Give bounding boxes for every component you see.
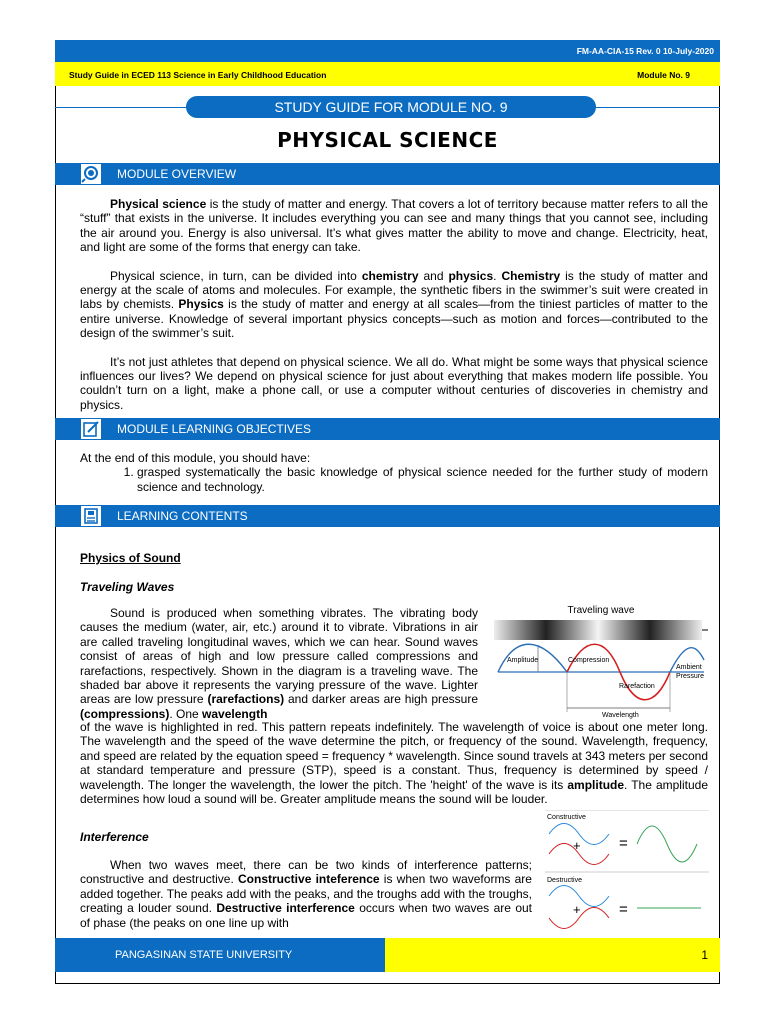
study-guide-banner: STUDY GUIDE FOR MODULE NO. 9 [186,96,596,118]
edit-icon [81,419,101,439]
ambient-label: Ambient [676,664,702,671]
overview-text [80,197,708,412]
section-header-contents [55,505,720,527]
contents-heading: Physics of Sound [80,551,181,565]
interference-paragraph: When two waves meet, there can be two kinds of interference patterns; constructive and destructive. Constructive inteference is when two waveforms are added together. The peaks add with the peaks, and the troughs add with the troughs, creating a louder sound. Destructive interference occurs when two waves are out of phase (the peaks on one line up with [80,858,533,930]
plus-sign: + [573,838,581,853]
page-title: PHYSICAL SCIENCE [277,128,498,152]
traveling-waves-paragraph: Sound is produced when something vibrates. The vibrating body causes the medium (water, air, etc.) around it to vibrate. Vibrations in air are called traveling longitudinal waves, which we can hear. Sound waves consist of areas of high and low pressure called compressions and rarefactions, respectively. Shown in the diagram is a traveling wave. The shaded bar above it represents the varying pressure of the wave. Lighter areas are low pressure (rarefactions) and darker areas are high pressure (compressions). One wavelength [80,606,478,721]
pressure-bar [494,620,702,640]
overview-paragraph-2: Physical science, in turn, can be divided into chemistry and physics. Chemistry is the study of matter and energy at the scale of atoms and molecules. For example, the synthetic fibers in the swimmer’s suit were created in labs by chemists. Physics is the study of matter and energy at all scales—from the tiniest particles of matter to the entire universe. Knowledge of several important physics concepts—such as motion and forces—contributed to the design of the swimmer’s suit. [80,268,708,341]
footer-university-bar [55,938,385,972]
section-label: MODULE OVERVIEW [117,167,237,181]
section-header-overview [55,163,720,185]
course-title: Study Guide in ECED 113 Science in Early Childhood Education [69,70,327,80]
equals-sign: = [619,901,628,918]
objectives-text [80,451,708,494]
subheading-traveling-waves: Traveling Waves [80,580,175,594]
overview-paragraph-3: It’s not just athletes that depend on physical science. We all do. What might be some ways that physical science influences our lives? We depend on physical science for just about everything that makes modern life possible. You couldn’t turn on a light, make a phone call, or use a computer without centuries of discoveries in chemistry and physics. [80,354,708,412]
form-code-bar [55,40,720,62]
section-label: MODULE LEARNING OBJECTIVES [117,422,312,436]
pressure-label: Pressure [676,673,705,680]
amplitude-label: Amplitude [507,657,539,664]
section-header-objectives [55,418,720,440]
document-icon [81,506,101,526]
course-bar [55,62,720,86]
interference-figure [545,810,709,934]
section-label: LEARNING CONTENTS [117,509,248,523]
form-code: FM-AA-CIA-15 Rev. 0 10-July-2020 [576,46,714,56]
destructive-label: Destructive [547,877,583,884]
wavelength-label: Wavelength [602,712,639,719]
objectives-intro: At the end of this module, you should have: [80,451,311,465]
traveling-waves-paragraph-cont: of the wave is highlighted in red. This pattern repeats indefinitely. The wavelength of voice is about one meter long. The wavelength and the speed of the wave determine the pitch, or frequency of the sound. Wavelength, frequency, and speed are related by the equation speed = frequency * wavelength. Since sound travels at 343 meters per second at standard temperature and pressure (STP), speed is a constant. Thus, frequency is determined by speed / wavelength. The longer the wavelength, the lower the pitch. The 'height' of the wave is its amplitude. The amplitude determines how loud a sound will be. Greater amplitude means the sound will be louder. [80,720,708,807]
equals-sign: = [619,835,628,852]
university-name: PANGASINAN STATE UNIVERSITY [115,949,293,961]
search-icon [81,164,101,184]
traveling-wave-figure [490,600,712,720]
rarefaction-label: Rarefaction [619,683,655,690]
constructive-label: Constructive [547,814,586,821]
objective-item: 1. grasped systematically the basic knowledge of physical science needed for the further study of modern science and technology. [137,465,708,494]
objectives-list [80,465,708,494]
overview-paragraph-1: Physical science is the study of matter and energy. That covers a lot of territory because matter refers to all the “stuff” that exists in the universe. It includes everything you can see and many things that you cannot see, including the air around you. Energy is also universal. It’s what gives matter the ability to move and change. Electricity, heat, and light are some of the forms that energy can take. [80,197,708,255]
page-number: 1 [701,948,708,962]
module-number: Module No. 9 [637,70,690,80]
compression-label: Compression [568,657,610,664]
wave-figure-title: Traveling wave [567,605,635,616]
plus-sign: + [573,902,581,917]
footer-page-bar [385,938,720,972]
subheading-interference: Interference [80,830,149,844]
